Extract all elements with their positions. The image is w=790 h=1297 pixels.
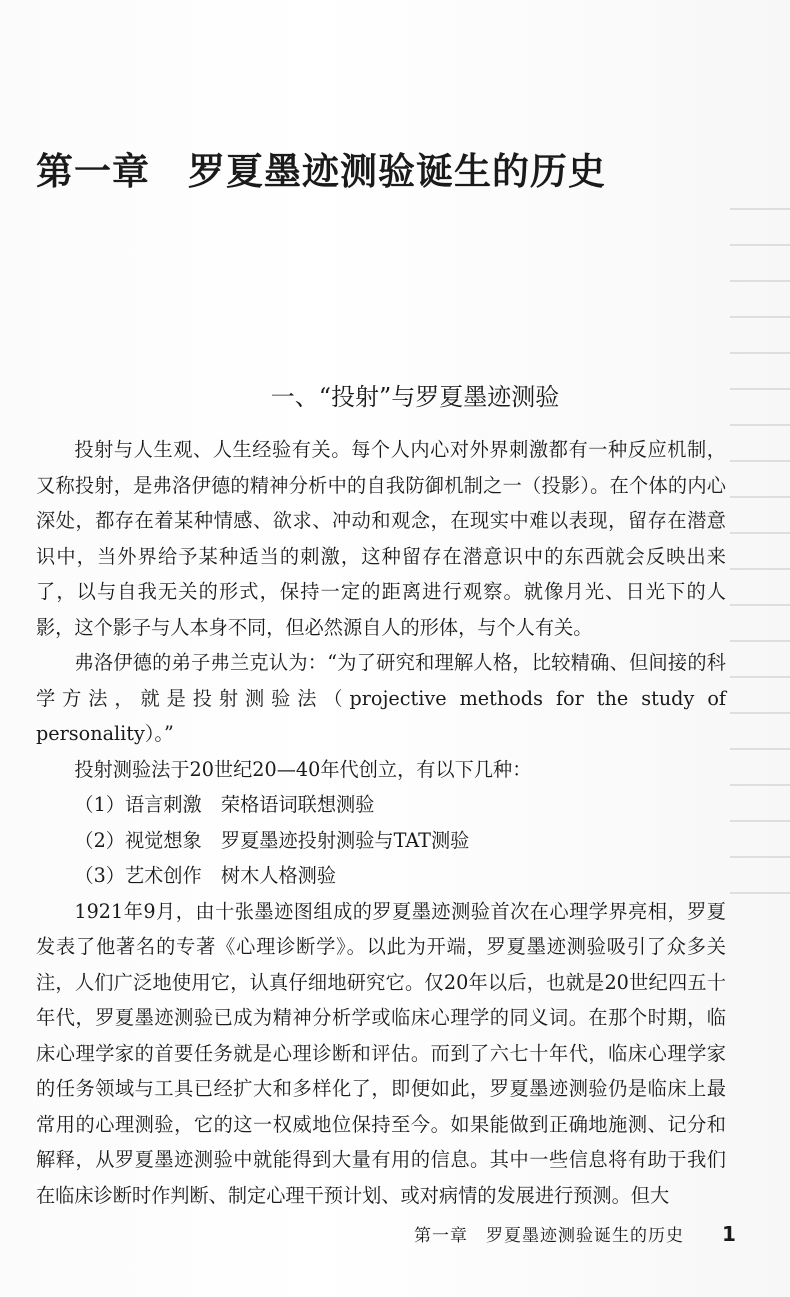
running-head: 第一章 罗夏墨迹测验诞生的历史 — [414, 1226, 684, 1246]
paragraph: 投射测验法于20世纪20—40年代创立，有以下几种： — [74, 757, 532, 781]
list-item: （2）视觉想象 罗夏墨迹投射测验与TAT测验 — [74, 828, 470, 852]
paragraph: 投射与人生观、人生经验有关。每个人内心对外界刺激都有一种反应机制，又称投射，是弗洛伊德的精神分析中的自我防御机制之一（投影）。在个体的内心深处，都存在着某种情感、欲求、冲动和观念，在现实中难以表现，留存在潜意识中，当外界给予某种适当的刺激，这种留存在潜意识中的东西就会反映出来了，以与自我无关的形式，保持一定的距离进行观察。就像月光、日光下的人影，这个影子与人本身不同，但必然源自人的形体，与个人有关。 — [36, 438, 726, 639]
page-show-through — [730, 180, 790, 900]
page-number: 1 — [722, 1222, 736, 1246]
list-item: （3）艺术创作 树木人格测验 — [74, 864, 337, 887]
paragraph: 弗洛伊德的弟子弗兰克认为：“为了研究和理解人格，比较精确、但间接的科学方法，就是投射测验法（projective methods for the study of personality）。” — [36, 651, 726, 745]
list-item: （1）语言刺激 荣格语词联想测验 — [74, 793, 375, 816]
body-text — [36, 432, 726, 1213]
chapter-title: 第一章 罗夏墨迹测验诞生的历史 — [36, 150, 606, 193]
paragraph: 1921年9月，由十张墨迹图组成的罗夏墨迹测验首次在心理学界亮相，罗夏发表了他著名的专著《心理诊断学》。以此为开端，罗夏墨迹测验吸引了众多关注，人们广泛地使用它，认真仔细地研究它。仅20年以后，也就是20世纪四五十年代，罗夏墨迹测验已成为精神分析学或临床心理学的同义词。在那个时期，临床心理学家的首要任务就是心理诊断和评估。而到了六七十年代，临床心理学家的任务领域与工具已经扩大和多样化了，即便如此，罗夏墨迹测验仍是临床上最常用的心理测验，它的这一权威地位保持至今。如果能做到正确地施测、记分和解释，从罗夏墨迹测验中就能得到大量有用的信息。其中一些信息将有助于我们在临床诊断时作判断、制定心理干预计划、或对病情的发展进行预测。但大 — [36, 899, 726, 1207]
section-title: 一、“投射”与罗夏墨迹测验 — [270, 383, 560, 411]
